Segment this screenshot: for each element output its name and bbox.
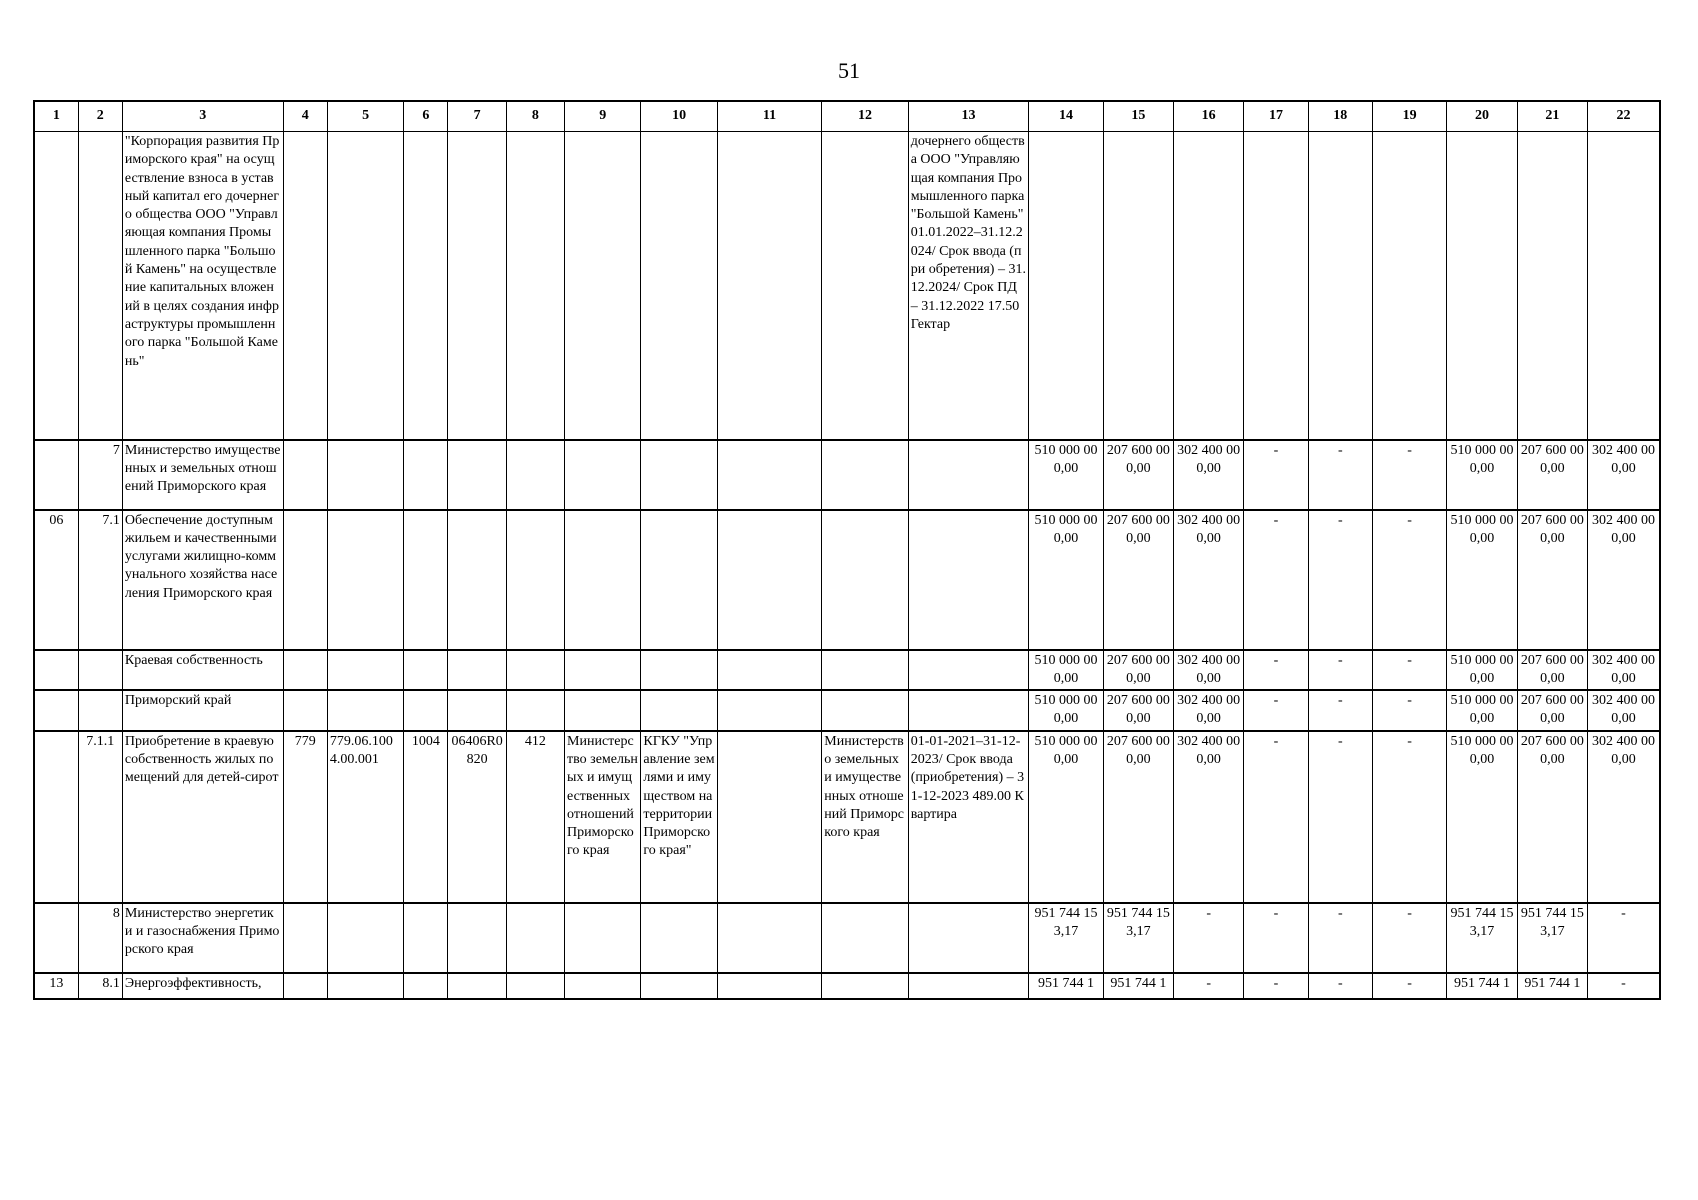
- cell-col-18: -: [1308, 440, 1372, 510]
- column-header-10: 10: [641, 101, 717, 132]
- cell-col-3: "Корпорация развития Приморского края" на осуществление взноса в уставный капитал его дочернего общества ООО "Управляющая компания Промышленного парка "Большой Камень" на осуществление капитальных вложений в целях создания инфраструктуры промышленного парка "Большой Камень": [122, 132, 283, 440]
- cell-col-4: [283, 650, 327, 691]
- cell-col-11: [717, 510, 822, 650]
- cell-col-17: -: [1244, 903, 1308, 973]
- cell-col-12: [822, 973, 908, 999]
- cell-col-14: 510 000 000,00: [1029, 731, 1103, 903]
- cell-col-19: -: [1372, 973, 1446, 999]
- cell-col-19: -: [1372, 440, 1446, 510]
- cell-col-12: [822, 690, 908, 731]
- cell-col-1: [34, 132, 78, 440]
- cell-col-21: [1517, 132, 1587, 440]
- cell-col-9: [565, 973, 641, 999]
- cell-col-8: [506, 973, 564, 999]
- cell-col-7: [448, 132, 506, 440]
- cell-col-8: 412: [506, 731, 564, 903]
- cell-col-20: 510 000 000,00: [1447, 690, 1517, 731]
- cell-col-13: [908, 440, 1029, 510]
- cell-col-6: [404, 903, 448, 973]
- cell-col-6: [404, 510, 448, 650]
- cell-col-17: -: [1244, 440, 1308, 510]
- table-row: [34, 132, 1660, 440]
- cell-col-13: [908, 903, 1029, 973]
- cell-col-7: [448, 510, 506, 650]
- cell-col-2: [78, 690, 122, 731]
- cell-col-8: [506, 650, 564, 691]
- cell-col-11: [717, 690, 822, 731]
- cell-col-13: [908, 510, 1029, 650]
- cell-col-20: 510 000 000,00: [1447, 731, 1517, 903]
- cell-col-19: -: [1372, 650, 1446, 691]
- cell-col-14: 510 000 000,00: [1029, 690, 1103, 731]
- cell-col-15: 951 744 153,17: [1103, 903, 1173, 973]
- cell-col-22: 302 400 000,00: [1588, 690, 1661, 731]
- cell-col-13: 01-01-2021–31-12-2023/ Срок ввода (приобретения) – 31-12-2023 489.00 Квартира: [908, 731, 1029, 903]
- cell-col-21: 951 744 1: [1517, 973, 1587, 999]
- table-row: [34, 973, 1660, 999]
- cell-col-3: Обеспечение доступным жильем и качественными услугами жилищно-коммунального хозяйства населения Приморского края: [122, 510, 283, 650]
- cell-col-8: [506, 690, 564, 731]
- cell-col-8: [506, 132, 564, 440]
- cell-col-20: 951 744 1: [1447, 973, 1517, 999]
- cell-col-12: [822, 650, 908, 691]
- cell-col-7: 06406R0820: [448, 731, 506, 903]
- cell-col-14: 951 744 1: [1029, 973, 1103, 999]
- cell-col-4: [283, 690, 327, 731]
- column-header-12: 12: [822, 101, 908, 132]
- cell-col-2: [78, 650, 122, 691]
- column-header-14: 14: [1029, 101, 1103, 132]
- cell-col-18: -: [1308, 690, 1372, 731]
- cell-col-9: [565, 510, 641, 650]
- cell-col-18: -: [1308, 903, 1372, 973]
- cell-col-8: [506, 440, 564, 510]
- cell-col-12: [822, 903, 908, 973]
- cell-col-14: [1029, 132, 1103, 440]
- table-row: [34, 690, 1660, 731]
- cell-col-16: -: [1173, 973, 1243, 999]
- column-header-18: 18: [1308, 101, 1372, 132]
- cell-col-11: [717, 650, 822, 691]
- cell-col-20: 510 000 000,00: [1447, 650, 1517, 691]
- cell-col-15: 207 600 000,00: [1103, 731, 1173, 903]
- cell-col-13: [908, 973, 1029, 999]
- table-row: [34, 440, 1660, 510]
- cell-col-4: [283, 440, 327, 510]
- cell-col-12: [822, 510, 908, 650]
- column-header-16: 16: [1173, 101, 1243, 132]
- cell-col-9: [565, 132, 641, 440]
- cell-col-13: [908, 690, 1029, 731]
- cell-col-22: 302 400 000,00: [1588, 650, 1661, 691]
- cell-col-4: [283, 973, 327, 999]
- cell-col-17: -: [1244, 510, 1308, 650]
- cell-col-10: [641, 440, 717, 510]
- cell-col-5: [327, 973, 403, 999]
- cell-col-1: [34, 650, 78, 691]
- cell-col-4: [283, 510, 327, 650]
- cell-col-10: КГКУ "Управление землями и имуществом на территории Приморского края": [641, 731, 717, 903]
- cell-col-21: 951 744 153,17: [1517, 903, 1587, 973]
- cell-col-1: 13: [34, 973, 78, 999]
- cell-col-9: [565, 903, 641, 973]
- cell-col-7: [448, 690, 506, 731]
- column-header-13: 13: [908, 101, 1029, 132]
- cell-col-16: 302 400 000,00: [1173, 650, 1243, 691]
- cell-col-9: [565, 690, 641, 731]
- cell-col-8: [506, 510, 564, 650]
- cell-col-16: 302 400 000,00: [1173, 440, 1243, 510]
- cell-col-2: 8: [78, 903, 122, 973]
- cell-col-21: 207 600 000,00: [1517, 440, 1587, 510]
- table-row: [34, 903, 1660, 973]
- cell-col-3: Министерство имущественных и земельных отношений Приморского края: [122, 440, 283, 510]
- cell-col-1: 06: [34, 510, 78, 650]
- cell-col-13: дочернего общества ООО "Управляющая компания Промышленного парка "Большой Камень" 01.01.2022–31.12.2024/ Срок ввода (при обретения) – 31.12.2024/ Срок ПД – 31.12.2022 17.50 Гектар: [908, 132, 1029, 440]
- column-header-8: 8: [506, 101, 564, 132]
- cell-col-1: [34, 903, 78, 973]
- cell-col-21: 207 600 000,00: [1517, 510, 1587, 650]
- cell-col-22: 302 400 000,00: [1588, 440, 1661, 510]
- cell-col-19: -: [1372, 903, 1446, 973]
- cell-col-5: [327, 510, 403, 650]
- cell-col-7: [448, 903, 506, 973]
- cell-col-2: 7: [78, 440, 122, 510]
- cell-col-11: [717, 973, 822, 999]
- column-header-15: 15: [1103, 101, 1173, 132]
- cell-col-3: Приморский край: [122, 690, 283, 731]
- cell-col-14: 951 744 153,17: [1029, 903, 1103, 973]
- cell-col-22: -: [1588, 903, 1661, 973]
- cell-col-6: [404, 690, 448, 731]
- cell-col-2: 7.1: [78, 510, 122, 650]
- cell-col-7: [448, 650, 506, 691]
- column-header-9: 9: [565, 101, 641, 132]
- header-row: [34, 101, 1660, 132]
- cell-col-22: 302 400 000,00: [1588, 510, 1661, 650]
- cell-col-16: -: [1173, 903, 1243, 973]
- cell-col-11: [717, 731, 822, 903]
- cell-col-14: 510 000 000,00: [1029, 650, 1103, 691]
- cell-col-18: -: [1308, 973, 1372, 999]
- cell-col-9: [565, 650, 641, 691]
- cell-col-21: 207 600 000,00: [1517, 731, 1587, 903]
- cell-col-10: [641, 650, 717, 691]
- column-header-7: 7: [448, 101, 506, 132]
- cell-col-19: -: [1372, 510, 1446, 650]
- cell-col-20: 510 000 000,00: [1447, 510, 1517, 650]
- data-table: [33, 100, 1661, 1000]
- cell-col-18: [1308, 132, 1372, 440]
- cell-col-19: [1372, 132, 1446, 440]
- cell-col-19: -: [1372, 690, 1446, 731]
- cell-col-3: Энергоэффективность,: [122, 973, 283, 999]
- cell-col-15: [1103, 132, 1173, 440]
- cell-col-5: 779.06.1004.00.001: [327, 731, 403, 903]
- cell-col-4: 779: [283, 731, 327, 903]
- cell-col-22: [1588, 132, 1661, 440]
- cell-col-15: 207 600 000,00: [1103, 690, 1173, 731]
- cell-col-2: 7.1.1: [78, 731, 122, 903]
- cell-col-14: 510 000 000,00: [1029, 510, 1103, 650]
- cell-col-18: -: [1308, 510, 1372, 650]
- cell-col-3: Краевая собственность: [122, 650, 283, 691]
- cell-col-17: -: [1244, 973, 1308, 999]
- table-row: [34, 510, 1660, 650]
- column-header-1: 1: [34, 101, 78, 132]
- cell-col-10: [641, 903, 717, 973]
- cell-col-1: [34, 731, 78, 903]
- cell-col-17: -: [1244, 690, 1308, 731]
- column-header-2: 2: [78, 101, 122, 132]
- cell-col-12: [822, 440, 908, 510]
- cell-col-15: 207 600 000,00: [1103, 440, 1173, 510]
- cell-col-11: [717, 903, 822, 973]
- cell-col-10: [641, 690, 717, 731]
- column-header-21: 21: [1517, 101, 1587, 132]
- cell-col-7: [448, 440, 506, 510]
- column-header-5: 5: [327, 101, 403, 132]
- cell-col-17: -: [1244, 650, 1308, 691]
- cell-col-12: [822, 132, 908, 440]
- cell-col-10: [641, 132, 717, 440]
- cell-col-6: 1004: [404, 731, 448, 903]
- column-header-11: 11: [717, 101, 822, 132]
- column-header-6: 6: [404, 101, 448, 132]
- cell-col-4: [283, 132, 327, 440]
- cell-col-16: 302 400 000,00: [1173, 510, 1243, 650]
- cell-col-5: [327, 690, 403, 731]
- cell-col-2: 8.1: [78, 973, 122, 999]
- cell-col-16: [1173, 132, 1243, 440]
- cell-col-6: [404, 650, 448, 691]
- column-header-3: 3: [122, 101, 283, 132]
- cell-col-22: -: [1588, 973, 1661, 999]
- column-header-17: 17: [1244, 101, 1308, 132]
- cell-col-14: 510 000 000,00: [1029, 440, 1103, 510]
- cell-col-3: Министерство энергетики и газоснабжения Приморского края: [122, 903, 283, 973]
- column-header-4: 4: [283, 101, 327, 132]
- cell-col-9: Министерство земельных и имущественных отношений Приморского края: [565, 731, 641, 903]
- cell-col-16: 302 400 000,00: [1173, 731, 1243, 903]
- cell-col-6: [404, 132, 448, 440]
- cell-col-19: -: [1372, 731, 1446, 903]
- cell-col-8: [506, 903, 564, 973]
- cell-col-5: [327, 903, 403, 973]
- table-row: [34, 731, 1660, 903]
- table-body: [34, 132, 1660, 999]
- cell-col-20: 951 744 153,17: [1447, 903, 1517, 973]
- cell-col-6: [404, 440, 448, 510]
- cell-col-10: [641, 973, 717, 999]
- cell-col-10: [641, 510, 717, 650]
- column-header-19: 19: [1372, 101, 1446, 132]
- cell-col-18: -: [1308, 731, 1372, 903]
- cell-col-13: [908, 650, 1029, 691]
- cell-col-21: 207 600 000,00: [1517, 690, 1587, 731]
- cell-col-20: 510 000 000,00: [1447, 440, 1517, 510]
- cell-col-12: Министерство земельных и имущественных отношений Приморского края: [822, 731, 908, 903]
- cell-col-21: 207 600 000,00: [1517, 650, 1587, 691]
- cell-col-22: 302 400 000,00: [1588, 731, 1661, 903]
- cell-col-15: 207 600 000,00: [1103, 510, 1173, 650]
- cell-col-5: [327, 132, 403, 440]
- table-row: [34, 650, 1660, 691]
- cell-col-4: [283, 903, 327, 973]
- cell-col-15: 207 600 000,00: [1103, 650, 1173, 691]
- cell-col-5: [327, 650, 403, 691]
- cell-col-1: [34, 690, 78, 731]
- column-header-22: 22: [1588, 101, 1661, 132]
- cell-col-1: [34, 440, 78, 510]
- cell-col-17: -: [1244, 731, 1308, 903]
- cell-col-11: [717, 440, 822, 510]
- cell-col-2: [78, 132, 122, 440]
- cell-col-18: -: [1308, 650, 1372, 691]
- cell-col-7: [448, 973, 506, 999]
- page-number: 51: [838, 58, 860, 83]
- cell-col-15: 951 744 1: [1103, 973, 1173, 999]
- cell-col-20: [1447, 132, 1517, 440]
- column-header-20: 20: [1447, 101, 1517, 132]
- cell-col-16: 302 400 000,00: [1173, 690, 1243, 731]
- cell-col-9: [565, 440, 641, 510]
- cell-col-17: [1244, 132, 1308, 440]
- cell-col-11: [717, 132, 822, 440]
- cell-col-3: Приобретение в краевую собственность жилых помещений для детей-сирот: [122, 731, 283, 903]
- cell-col-5: [327, 440, 403, 510]
- cell-col-6: [404, 973, 448, 999]
